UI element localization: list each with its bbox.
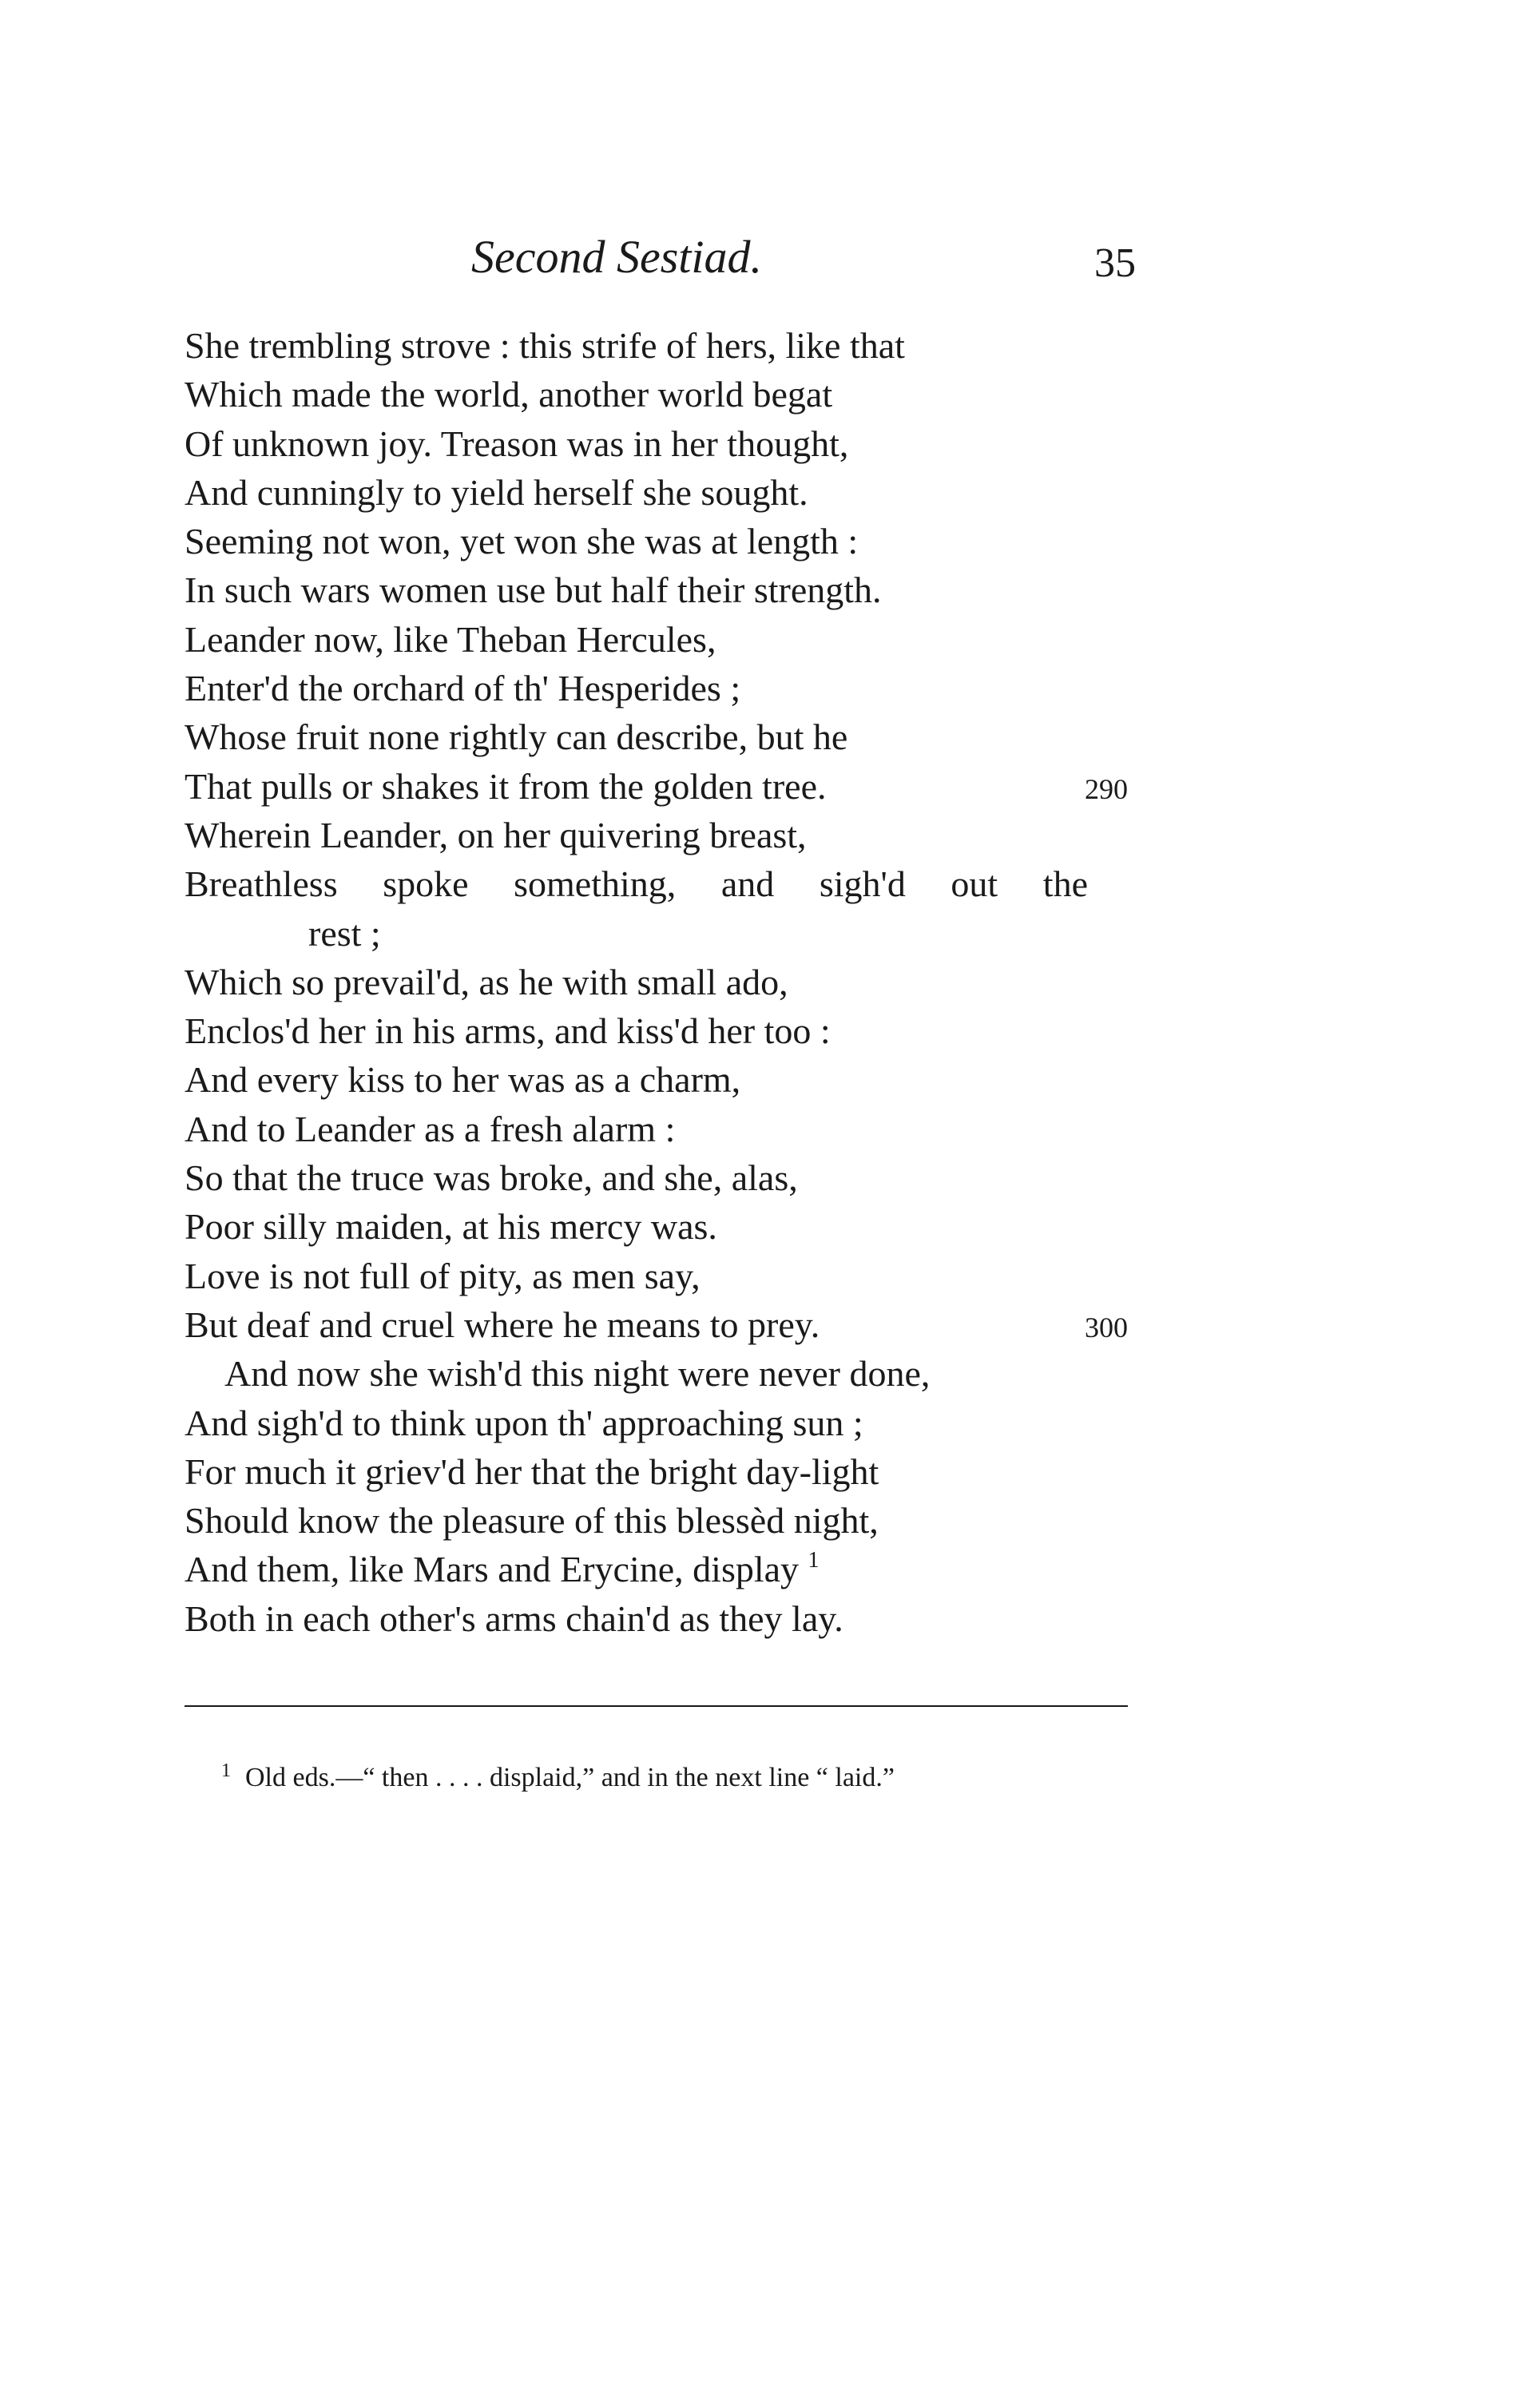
poem-line: Poor silly maiden, at his mercy was.: [185, 1206, 717, 1248]
poem-body: [185, 321, 1128, 1643]
line-number: 290: [1085, 772, 1128, 805]
poem-line-numbered: [185, 1300, 1128, 1349]
running-title: Second Sestiad.: [471, 231, 763, 283]
poem-line-with-footnote: [185, 1545, 1111, 1593]
footnote: [221, 1751, 895, 1798]
poem-line: Wherein Leander, on her quivering breast,: [185, 814, 807, 855]
poem-line-turnover: rest ;: [308, 912, 381, 954]
running-head: [0, 225, 1540, 289]
poem-line: Seeming not won, yet won she was at length :: [185, 521, 859, 562]
poem-line: And sigh'd to think upon th' approaching sun ;: [185, 1402, 863, 1443]
page-number: 35: [1094, 240, 1136, 286]
poem-line: In such wars women use but half their strength.: [185, 569, 882, 611]
poem-line: Leander now, like Theban Hercules,: [185, 618, 716, 660]
poem-line-numbered: [185, 762, 1128, 811]
poem-line: Of unknown joy. Treason was in her thought,: [185, 423, 849, 464]
poem-line: And cunningly to yield herself she sought.: [185, 471, 808, 513]
poem-line: So that the truce was broke, and she, alas,: [185, 1157, 798, 1199]
poem-line-indented: And now she wish'd this night were never done,: [224, 1353, 931, 1395]
poem-line: And every kiss to her was as a charm,: [185, 1059, 741, 1101]
poem-line: Love is not full of pity, as men say,: [185, 1255, 701, 1296]
poem-line-text: That pulls or shakes it from the golden tree.: [185, 765, 827, 807]
footnote-rule: [185, 1705, 1128, 1707]
poem-line: Should know the pleasure of this blessèd night,: [185, 1500, 879, 1542]
poem-line-text: But deaf and cruel where he means to prey.: [185, 1304, 820, 1345]
poem-line-text: And them, like Mars and Erycine, display: [185, 1549, 800, 1590]
footnote-text: Old eds.—“ then . . . . displaid,” and in the next line “ laid.”: [245, 1763, 895, 1792]
poem-line: Enclos'd her in his arms, and kiss'd her too :: [185, 1010, 831, 1052]
footnote-marker: 1: [221, 1760, 231, 1781]
poem-line: Which so prevail'd, as he with small ado,: [185, 961, 788, 1002]
poem-line: For much it griev'd her that the bright day-light: [185, 1450, 879, 1492]
poem-line: Whose fruit none rightly can describe, but he: [185, 716, 848, 758]
poem-line-justified: Breathless spoke something, and sigh'd out the: [185, 863, 1088, 905]
poem-line: Enter'd the orchard of th' Hesperides ;: [185, 668, 741, 709]
poem-line: And to Leander as a fresh alarm :: [185, 1108, 676, 1149]
poem-line: She trembling strove : this strife of hers, like that: [185, 325, 905, 366]
footnote-reference[interactable]: 1: [808, 1548, 820, 1573]
poem-line: Which made the world, another world begat: [185, 374, 833, 415]
line-number: 300: [1085, 1311, 1128, 1343]
poem-line: Both in each other's arms chain'd as they lay.: [185, 1597, 843, 1639]
